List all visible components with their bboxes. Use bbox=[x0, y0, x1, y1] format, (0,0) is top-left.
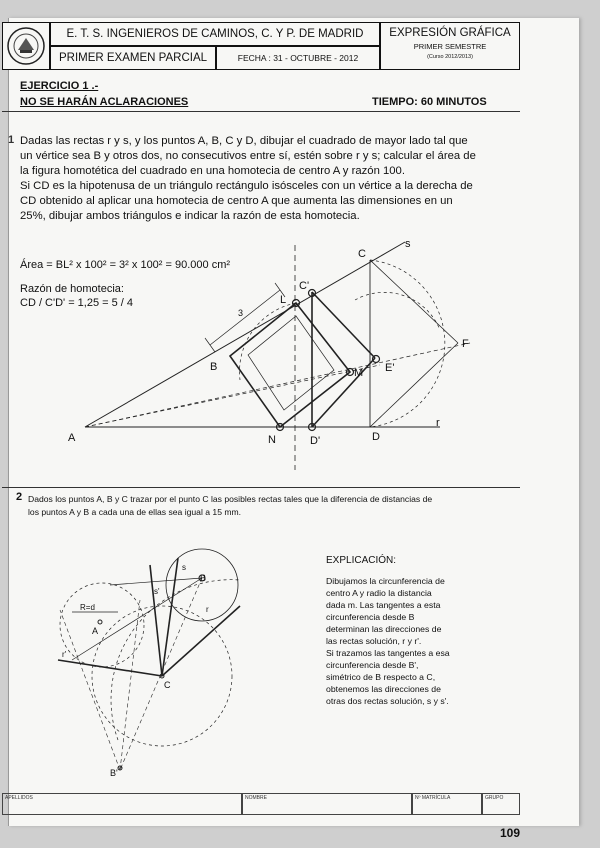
label2-c: C bbox=[164, 680, 171, 690]
label-dim: 3 bbox=[238, 308, 244, 318]
exercise-title: EJERCICIO 1 .- bbox=[20, 80, 99, 92]
problem2-line: Dados los puntos A, B y C trazar por el punto C las posibles rectas tales que la diferencia de distancias de bbox=[28, 494, 433, 504]
problem1-line: Dadas las rectas r y s, y los puntos A, B, C y D, dibujar el cuadrado de mayor lado tal que bbox=[20, 135, 468, 147]
course-year: (Curso 2012/2013) bbox=[427, 54, 473, 60]
footer-matricula: Nº MATRÍCULA bbox=[412, 793, 482, 815]
problem1-line: la figura homotética del cuadrado en una homotecia de centro A y razón 100. bbox=[20, 165, 405, 177]
semester: PRIMER SEMESTRE bbox=[413, 42, 487, 51]
problem1-line: Si CD es la hipotenusa de un triángulo rectángulo isósceles con un vértice a la derecha de bbox=[20, 180, 473, 192]
label-d: D bbox=[372, 431, 380, 443]
explanation-line: las rectas solución, r y r'. bbox=[326, 636, 422, 646]
exam-name: PRIMER EXAMEN PARCIAL bbox=[50, 46, 216, 70]
ratio-label: Razón de homotecia: bbox=[20, 283, 124, 295]
label-dp: D' bbox=[310, 435, 321, 447]
problem1-line: 25%, dibujar ambos triángulos e indicar la razón de esta homotecia. bbox=[20, 210, 360, 222]
arc-b-bp bbox=[111, 580, 240, 740]
label-r: r bbox=[436, 417, 440, 429]
problem1-line: un vértice sea B y otros dos, no consecutivos entre sí, estén sobre r y s; calcular el área de bbox=[20, 150, 476, 162]
line-rp-sol bbox=[58, 660, 162, 676]
explanation-line: determinan las direcciones de bbox=[326, 624, 442, 634]
explanation-line: dada m. Las tangentes a esta bbox=[326, 600, 441, 610]
circle-b bbox=[166, 549, 238, 621]
label-cp: C' bbox=[299, 280, 310, 292]
exercise-time: TIEMPO: 60 MINUTOS bbox=[372, 96, 487, 108]
ratio-value: CD / C'D' = 1,25 = 5 / 4 bbox=[20, 297, 134, 309]
page-number: 109 bbox=[500, 826, 521, 840]
footer-apellidos: APELLIDOS bbox=[2, 793, 242, 815]
label-c: C bbox=[358, 248, 366, 260]
label2-r-line: r bbox=[206, 605, 209, 614]
label-a: A bbox=[68, 432, 76, 444]
explanation-title: EXPLICACIÓN: bbox=[326, 555, 397, 566]
tangent-b-2 bbox=[110, 578, 202, 585]
label2-sp: s' bbox=[154, 587, 160, 596]
exam-date: FECHA : 31 - OCTUBRE - 2012 bbox=[216, 46, 380, 70]
label2-r: R=d bbox=[80, 603, 95, 612]
label-ep: E' bbox=[385, 362, 395, 374]
explanation-line: Dibujamos la circunferencia de bbox=[326, 576, 445, 586]
footer-nombre: NOMBRE bbox=[242, 793, 412, 815]
label2-bp: B' bbox=[110, 768, 118, 778]
label-b: B bbox=[210, 361, 218, 373]
circle-a bbox=[60, 583, 144, 667]
line-s-sol bbox=[162, 558, 178, 676]
label2-a: A bbox=[92, 626, 99, 636]
label-m: M bbox=[354, 367, 364, 379]
label-s: s bbox=[405, 238, 411, 250]
problem1-number: 1 bbox=[8, 134, 15, 146]
tangent-bp-1 bbox=[60, 610, 120, 770]
label-f: F bbox=[462, 338, 469, 350]
explanation-line: otras dos rectas solución, s y s'. bbox=[326, 696, 449, 706]
problem1-line: CD obtenido al aplicar una homotecia de centro A que aumenta las dimensiones en un bbox=[20, 195, 453, 207]
label2-rp: r' bbox=[62, 650, 67, 659]
exercise-note: NO SE HARÁN ACLARACIONES bbox=[20, 96, 189, 108]
subject-title: EXPRESIÓN GRÁFICA bbox=[389, 27, 511, 39]
explanation-line: circunferencia desde B bbox=[326, 612, 415, 622]
label-n: N bbox=[268, 434, 276, 446]
problem2-line: los puntos A y B a cada una de ellas sea igual a 15 mm. bbox=[28, 507, 242, 517]
explanation-line: simétrico de B respecto a C, bbox=[326, 672, 436, 682]
explanation-line: obtenemos las direcciones de bbox=[326, 684, 441, 694]
area-formula: Área = BL² x 100² = 3² x 100² = 90.000 cm² bbox=[20, 259, 231, 271]
label2-b: B bbox=[200, 573, 207, 583]
label-l: L bbox=[280, 294, 287, 306]
footer-grupo: GRUPO bbox=[482, 793, 520, 815]
explanation-line: circunferencia desde B', bbox=[326, 660, 419, 670]
explanation-line: Si trazamos las tangentes a esa bbox=[326, 648, 450, 658]
label2-s: s bbox=[182, 563, 186, 572]
line-r-sol bbox=[162, 606, 240, 676]
school-name: E. T. S. INGENIEROS DE CAMINOS, C. Y P. DE MADRID bbox=[50, 22, 380, 46]
explanation-line: centro A y radio la distancia bbox=[326, 588, 432, 598]
point-a-marker bbox=[98, 620, 102, 624]
problem2-number: 2 bbox=[16, 491, 23, 503]
